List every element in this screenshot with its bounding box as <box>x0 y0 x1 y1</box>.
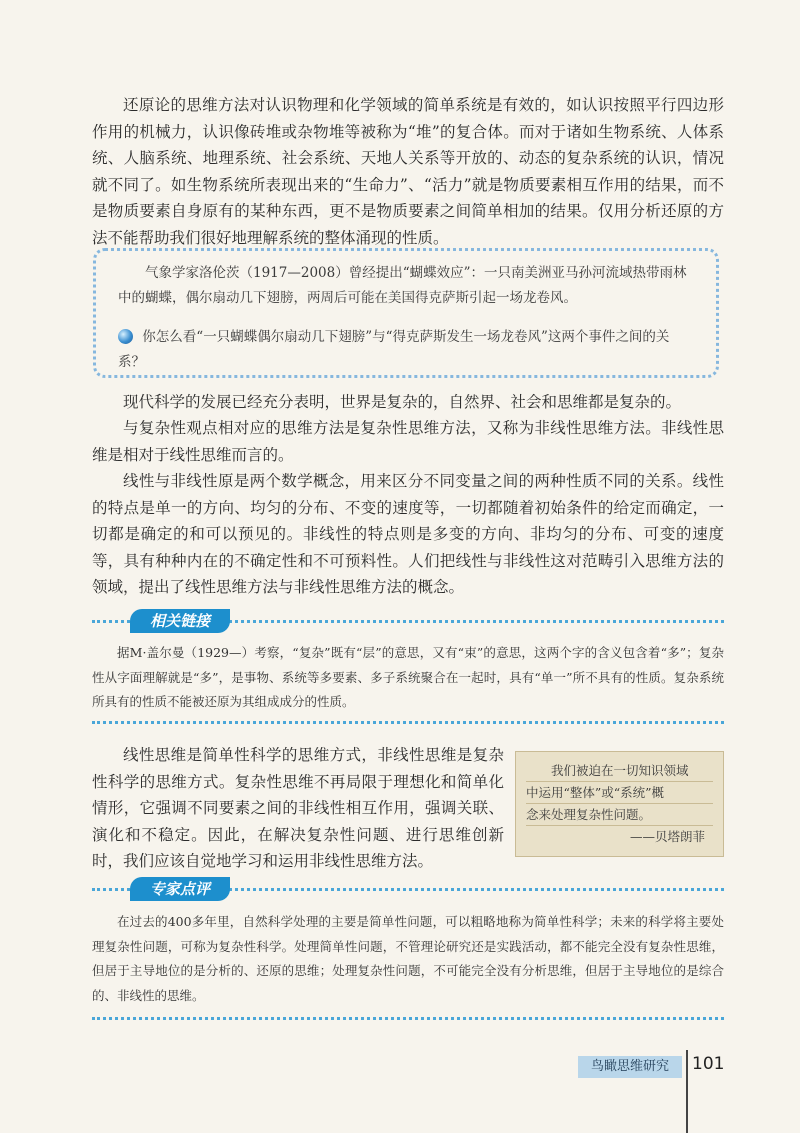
paragraph-modern-science: 现代科学的发展已经充分表明，世界是复杂的，自然界、社会和思维都是复杂的。 <box>123 393 682 411</box>
question-text: 你怎么看“一只蝴蝶偶尔扇动几下翅膀”与“得克萨斯发生一场龙卷风”这两个事件之间的关系？ <box>118 329 670 370</box>
related-link-text: 据M·盖尔曼（1929—）考察，“复杂”既有“层”的意思，又有“束”的意思，这两个字的含义包含着“多”；复杂性从字面理解就是“多”，是事物、系统等多要素、多子系统聚合在一起时，具有“单一”所不具有的性质。复杂系统所具有的性质不能被还原为其组成成分的性质。 <box>92 645 724 709</box>
dotted-divider <box>92 721 724 724</box>
quote-line: 中运用“整体”或“系统”概 <box>526 782 713 804</box>
butterfly-effect-question <box>118 325 694 375</box>
quote-line: 我们被迫在一切知识领域 <box>526 760 713 782</box>
paragraph-complexity-method: 与复杂性观点相对应的思维方法是复杂性思维方法，又称为非线性思维方法。非线性思维是相对于线性思维而言的。 <box>92 419 724 464</box>
butterfly-effect-box <box>93 248 719 378</box>
butterfly-effect-text: 气象学家洛伦茨（1917—2008）曾经提出“蝴蝶效应”：一只南美洲亚马孙河流域热带雨林中的蝴蝶，偶尔扇动几下翅膀，两周后可能在美国得克萨斯引起一场龙卷风。 <box>118 265 687 306</box>
dotted-divider <box>92 1017 724 1020</box>
margin-line <box>686 1050 688 1133</box>
related-link-label: 相关链接 <box>130 609 230 633</box>
paragraph-linear-nonlinear: 线性与非线性原是两个数学概念，用来区分不同变量之间的两种性质不同的关系。线性的特点是单一的方向、均匀的分布、不变的速度等，一切都随着初始条件的给定而确定，一切都是确定的和可以预见的。非线性的特点则是多变的方向、非均匀的分布、可变的速度等，具有种种内在的不确定性和不可预料性。人们把线性与非线性这对范畴引入思维方法的领域，提出了线性思维方法与非线性思维方法的概念。 <box>92 472 724 596</box>
quote-author: ——贝塔朗菲 <box>629 829 705 844</box>
question-bullet-icon <box>118 329 133 344</box>
book-title-tab: 鸟瞰思维研究 <box>578 1056 682 1078</box>
expert-comment-label: 专家点评 <box>130 877 230 901</box>
expert-comment-header <box>92 877 724 901</box>
expert-comment-text: 在过去的400多年里，自然科学处理的主要是简单性问题，可以粗略地称为简单性科学；未来的科学将主要处理复杂性问题，可称为复杂性科学。处理简单性问题，不管理论研究还是实践活动，都不能完全没有复杂性思维，但居于主导地位的是分析的、还原的思维；处理复杂性问题，不可能完全没有分析思维，但居于主导地位的是综合的、非线性的思维。 <box>92 914 724 1003</box>
page-number: 101 <box>692 1054 725 1074</box>
quote-box <box>515 751 724 857</box>
paragraph-nonlinear-thinking: 线性思维是简单性科学的思维方式，非线性思维是复杂性科学的思维方式。复杂性思维不再局限于理想化和简单化情形，它强调不同要素之间的非线性相互作用，强调关联、演化和不稳定。因此，在解决复杂性问题、进行思维创新时，我们应该自觉地学习和运用非线性思维方法。 <box>92 746 504 870</box>
paragraph-reductionism: 还原论的思维方法对认识物理和化学领域的简单系统是有效的，如认识按照平行四边形作用的机械力，认识像砖堆或杂物堆等被称为“堆”的复合体。而对于诸如生物系统、人体系统、人脑系统、地理系统、社会系统、天地人关系等开放的、动态的复杂系统的认识，情况就不同了。如生物系统所表现出来的“生命力”、“活力”就是物质要素相互作用的结果，而不是物质要素自身原有的某种东西，更不是物质要素之间简单相加的结果。仅用分析还原的方法不能帮助我们很好地理解系统的整体涌现的性质。 <box>92 96 724 247</box>
related-link-header <box>92 609 724 633</box>
quote-line: 念来处理复杂性问题。 <box>526 804 713 826</box>
